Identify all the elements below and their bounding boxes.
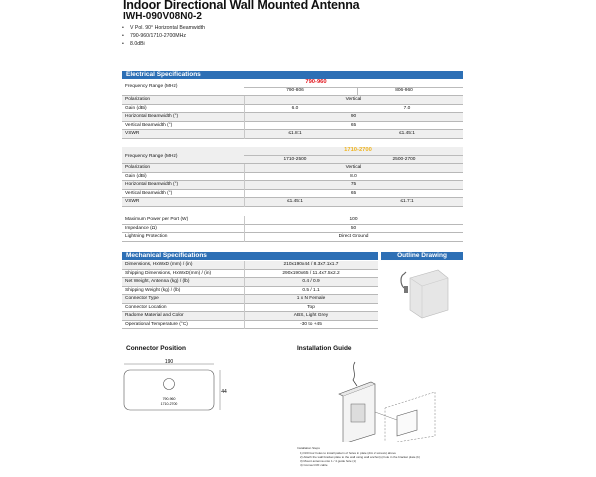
install-step: 4) Connect RF cable [300, 463, 328, 467]
spec-row: Vertical Beamwidth (°) 65 [122, 190, 463, 199]
connector-hole [164, 379, 175, 390]
outline-header: Outline Drawing [381, 252, 463, 260]
mech-row: Dimensions, HxWxD (mm) / (in) 210x190x44 / 8.3x7.1x1.7 [122, 261, 378, 270]
freq-row-band1: Frequency Range (MHz) 790-960 790-806 806-960 [122, 80, 463, 96]
svg-text:1710-2700: 1710-2700 [160, 402, 178, 406]
install-steps-title: Installation Steps [297, 446, 320, 450]
connector-shape [404, 286, 408, 293]
connector-position-diagram [118, 356, 228, 416]
spec-row: Gain (dBi) 6.0 7.0 [122, 105, 463, 114]
mechanical-header: Mechanical Specifications [122, 252, 378, 260]
spec-row: Lightning Protection Direct Ground [122, 233, 463, 242]
spec-row: VSWR ≤1.8:1 ≤1.45:1 [122, 130, 463, 139]
model-number: IWH-090V08N0-2 [123, 11, 202, 22]
width-dim: 190 [164, 359, 174, 365]
spec-row: Gain (dBi) 8.0 [122, 173, 463, 182]
install-step: 3) Mount antenna onto 1 / 4 guide hole (1) [300, 459, 357, 463]
height-dim: 44 [221, 389, 227, 395]
install-step: 2) Attach the wall bracket plate to the wall using wall anchor(s) hole in the bracket plate (b) [300, 455, 420, 459]
mech-row: Shipping Dimensions, HxWxD(mm) / (in) 290x190x65 / 11.4x7.5x2.2 [122, 270, 378, 279]
antenna-outline-drawing [390, 262, 460, 322]
svg-text:790-960: 790-960 [162, 397, 176, 401]
spec-row: Vertical Beamwidth (°) 65 [122, 122, 463, 131]
feature-item: • 790-960/1710-2700MHz [122, 33, 186, 39]
mech-row: Radome Material and Color ABS, Light Grey [122, 312, 378, 321]
page-title: Indoor Directional Wall Mounted Antenna [123, 0, 360, 12]
spec-row: Horizontal Beamwidth (°) 90 [122, 113, 463, 122]
install-step: 1) Drill four holes to install pattern of holes in plate (dim 2 screws) above [300, 451, 396, 455]
feature-item: • V Pol. 90° Horizontal Beamwidth [122, 25, 206, 31]
spec-row: VSWR ≤1.45:1 ≤1.7:1 [122, 198, 463, 207]
spec-row: Maximum Power per Port (W) 100 [122, 216, 463, 225]
mech-row: Net Weight, Antenna (kg) / (lb) 0.4 / 0.9 [122, 278, 378, 287]
spec-row: Impedance (Ω) 50 [122, 225, 463, 234]
spec-row: Polarization Vertical [122, 164, 463, 173]
band-790-960: 790-960 [305, 79, 327, 85]
feature-item: • 8.0dBi [122, 41, 145, 47]
band-1710-2700: 1710-2700 [344, 147, 372, 153]
mech-row: Operational Temperature (°C) -30 to +45 [122, 321, 378, 330]
installation-title: Installation Guide [297, 345, 352, 352]
antenna-body [410, 270, 448, 318]
mech-row: Shipping Weight (kg) / (lb) 0.5 / 1.1 [122, 287, 378, 296]
spec-row: Horizontal Beamwidth (°) 75 [122, 181, 463, 190]
installation-diagram [335, 356, 445, 442]
freq-row-band2: Frequency Range (MHz) 1710-2700 1710-2500 2500-2700 [122, 147, 463, 164]
spec-row: Polarization Vertical [122, 96, 463, 105]
mech-row: Connector Location Top [122, 304, 378, 313]
connector-position-title: Connector Position [126, 345, 186, 352]
mech-row: Connector Type 1 x N Female [122, 295, 378, 304]
electrical-header: Electrical Specifications [122, 71, 463, 79]
